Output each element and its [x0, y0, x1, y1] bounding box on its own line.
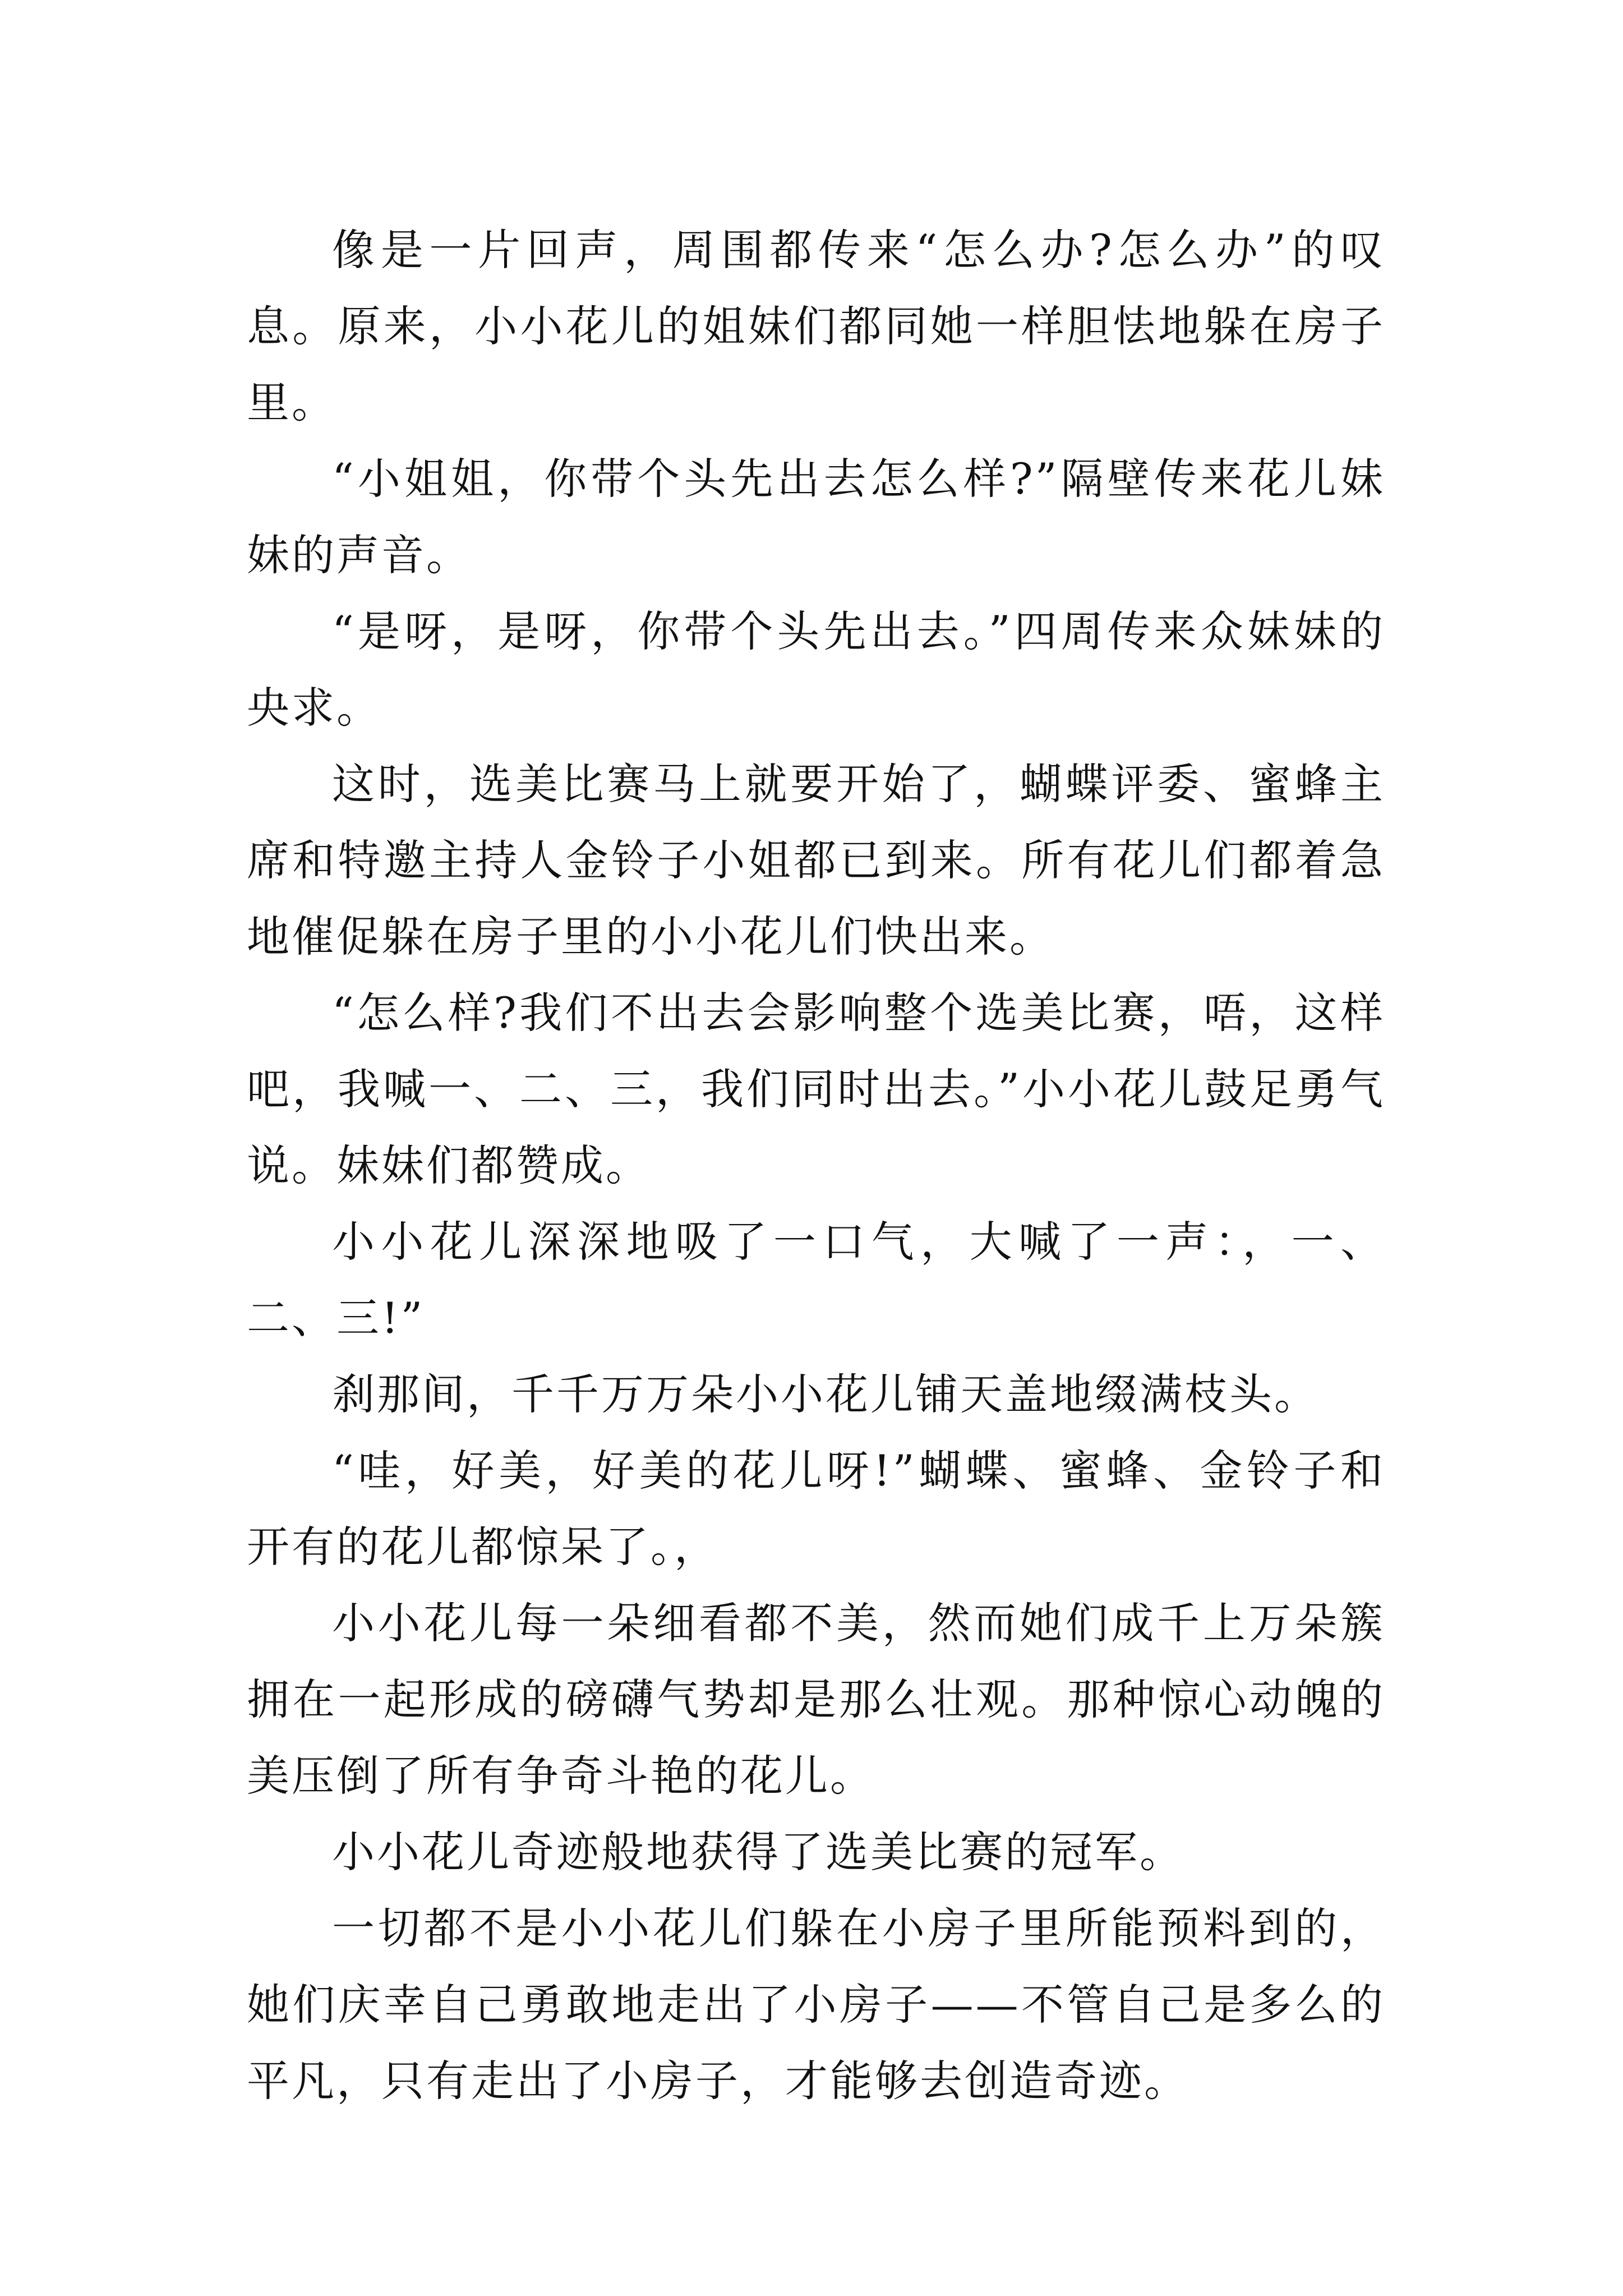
paragraph-2: “小姐姐，你带个头先出去怎么样?”隔壁传来花儿妹妹的声音。 [247, 454, 1385, 580]
paragraph-11: 一切都不是小小花儿们躲在小房子里所能预料到的，她们庆幸自己勇敢地走出了小房子——不管自己是多么的平凡，只有走出了小房子，才能够去创造奇迹。 [247, 1903, 1385, 2106]
paragraph-4: 这时，选美比赛马上就要开始了，蝴蝶评委、蜜蜂主席和特邀主持人金铃子小姐都已到来。所有花儿们都着急地催促躲在房子里的小小花儿们快出来。 [247, 759, 1385, 961]
paragraph-9: 小小花儿每一朵细看都不美，然而她们成千上万朵簇拥在一起形成的磅礴气势却是那么壮观。那种惊心动魄的美压倒了所有争奇斗艳的花儿。 [247, 1598, 1385, 1801]
paragraph-6: 小小花儿深深地吸了一口气，大喊了一声：，一、二、三!” [247, 1217, 1385, 1343]
paragraph-1: 像是一片回声，周围都传来“怎么办?怎么办”的叹息。原来，小小花儿的姐妹们都同她一样胆怯地躲在房子里。 [247, 225, 1385, 427]
paragraph-7: 刹那间，千千万万朵小小花儿铺天盖地缀满枝头。 [332, 1369, 1319, 1419]
paragraph-3: “是呀，是呀，你带个头先出去。”四周传来众妹妹的央求。 [247, 606, 1385, 733]
body-text [247, 212, 1385, 2119]
paragraph-5: “怎么样?我们不出去会影响整个选美比赛，唔，这样吧，我喊一、二、三，我们同时出去。”小小花儿鼓足勇气说。妹妹们都赞成。 [247, 988, 1385, 1190]
paragraph-8: “哇，好美，好美的花儿呀!”蝴蝶、蜜蜂、金铃子和开有的花儿都惊呆了。， [247, 1446, 1385, 1572]
paragraph-10: 小小花儿奇迹般地获得了选美比赛的冠军。 [332, 1827, 1184, 1877]
